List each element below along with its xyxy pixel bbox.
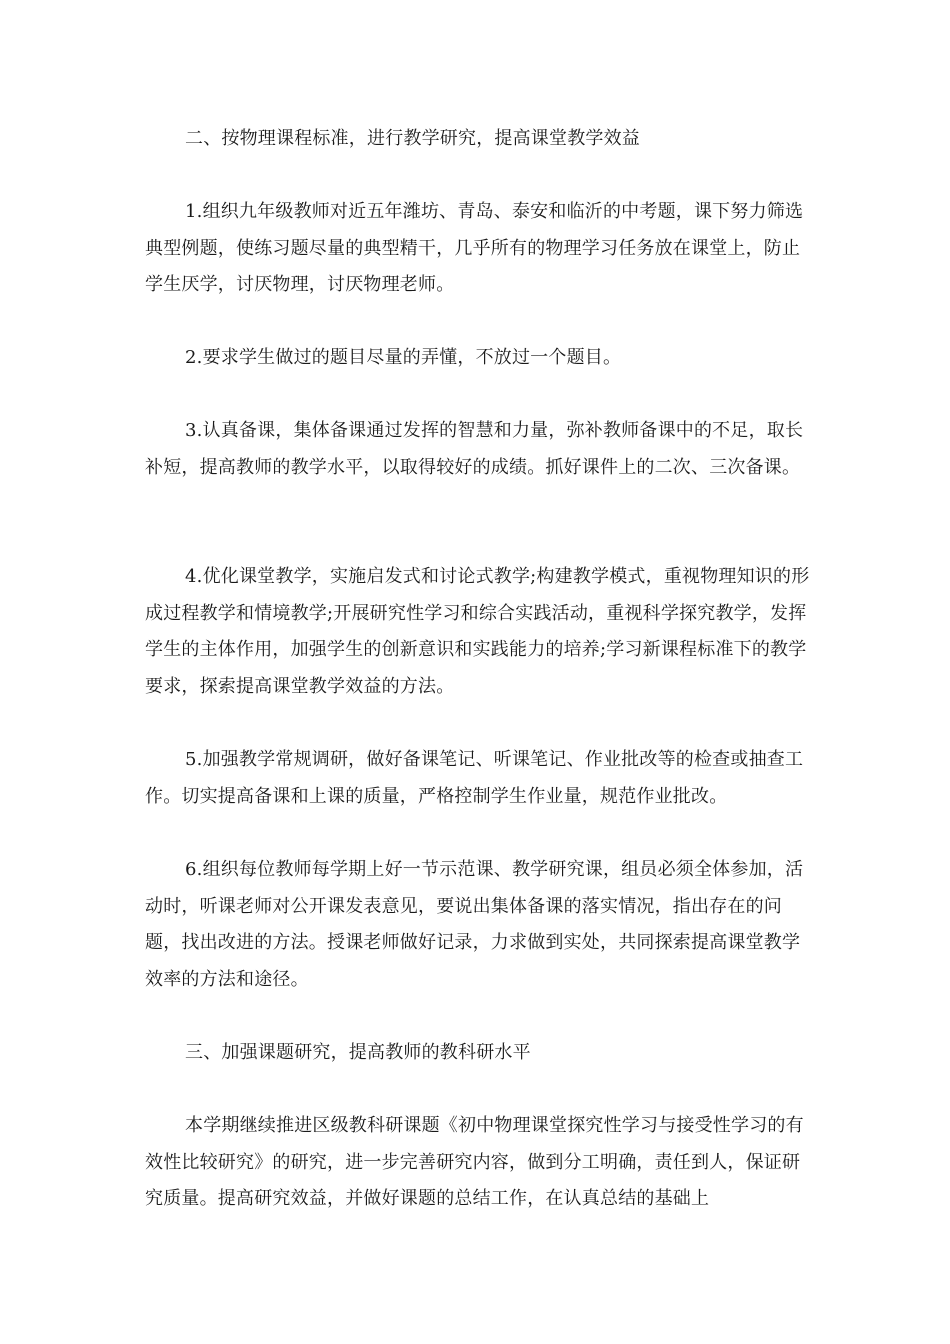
section-heading-3: 三、加强课题研究，提高教师的教科研水平 <box>185 1042 531 1063</box>
paragraph-item-3: 3.认真备课，集体备课通过发挥的智慧和力量，弥补教师备课中的不足，取长补短，提高教师的教学水平，以取得较好的成绩。抓好课件上的二次、三次备课。 <box>145 420 804 478</box>
paragraph-research: 本学期继续推进区级教科研课题《初中物理课堂探究性学习与接受性学习的有效性比较研究》的研究，进一步完善研究内容，做到分工明确，责任到人，保证研究质量。提高研究效益，并做好课题的总结工作，在认真总结的基础上 <box>145 1115 804 1209</box>
paragraph-item-5: 5.加强教学常规调研，做好备课笔记、听课笔记、作业批改等的检查或抽查工作。切实提高备课和上课的质量，严格控制学生作业量，规范作业批改。 <box>145 749 804 807</box>
paragraph-item-4: 4.优化课堂教学，实施启发式和讨论式教学;构建教学模式，重视物理知识的形成过程教学和情境教学;开展研究性学习和综合实践活动，重视科学探究教学，发挥学生的主体作用，加强学生的创新意识和实践能力的培养;学习新课程标准下的教学要求，探索提高课堂教学效益的方法。 <box>145 566 810 697</box>
paragraph-item-1: 1.组织九年级教师对近五年潍坊、青岛、泰安和临沂的中考题，课下努力筛选典型例题，使练习题尽量的典型精干，几乎所有的物理学习任务放在课堂上，防止学生厌学，讨厌物理，讨厌物理老师。 <box>145 201 804 295</box>
paragraph-item-6: 6.组织每位教师每学期上好一节示范课、教学研究课，组员必须全体参加，活动时，听课老师对公开课发表意见，要说出集体备课的落实情况，指出存在的问题，找出改进的方法。授课老师做好记录，力求做到实处，共同探索提高课堂教学效率的方法和途径。 <box>145 859 804 990</box>
paragraph-item-2: 2.要求学生做过的题目尽量的弄懂，不放过一个题目。 <box>185 347 622 368</box>
section-heading-2: 二、按物理课程标准，进行教学研究，提高课堂教学效益 <box>185 128 640 149</box>
